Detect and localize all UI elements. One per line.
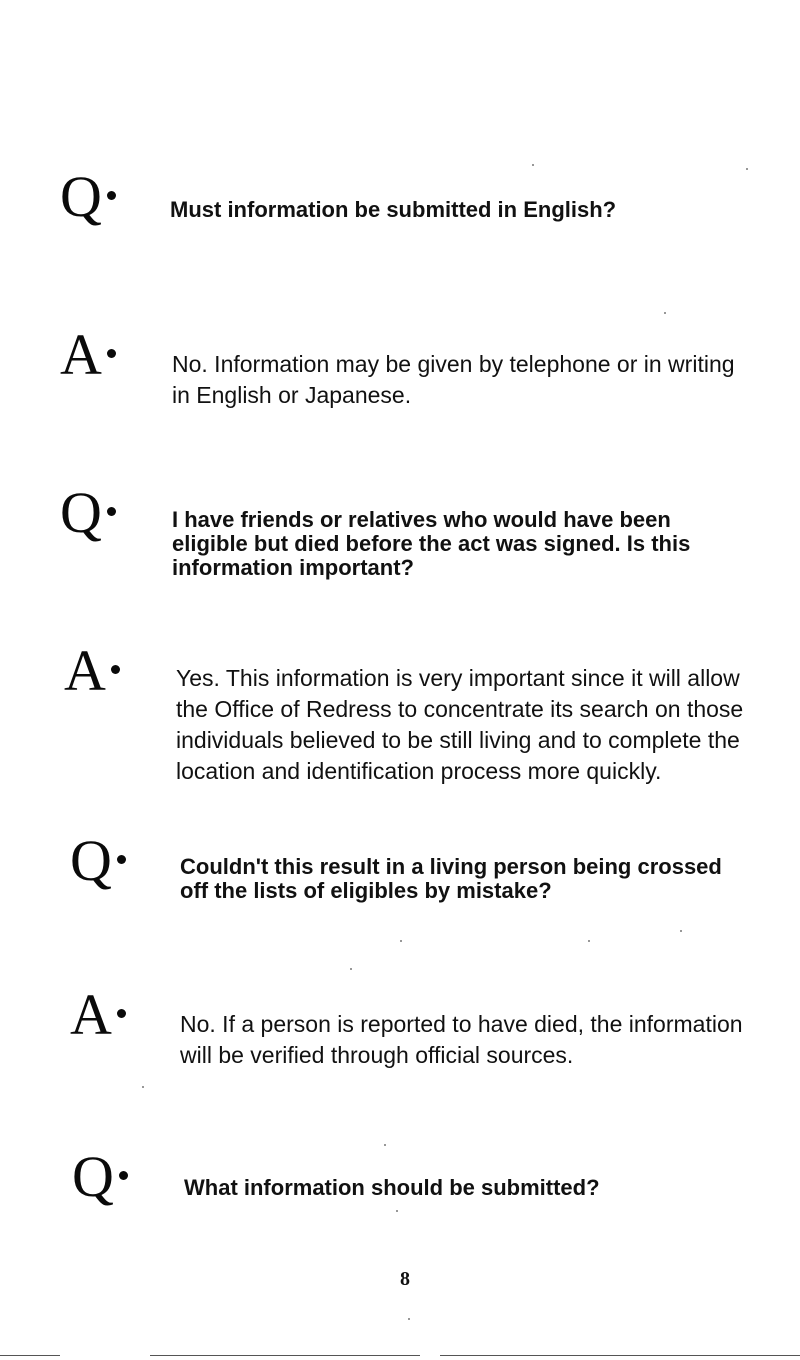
answer-marker (64, 638, 120, 703)
answer-letter: A (64, 638, 106, 703)
answer-marker (70, 982, 126, 1047)
question-marker (60, 480, 116, 545)
answer-marker (60, 322, 116, 387)
bullet-icon (107, 349, 116, 358)
bullet-icon (117, 1009, 126, 1018)
scan-speck (142, 1086, 144, 1088)
answer-text: No. If a person is reported to have died, the information will be verified through official sources. (180, 1011, 743, 1068)
page-number: 8 (400, 1268, 410, 1290)
scan-speck (400, 940, 402, 942)
answer-letter: A (60, 322, 102, 387)
bullet-icon (117, 855, 126, 864)
bullet-icon (111, 665, 120, 674)
scan-speck (664, 312, 666, 314)
answer-letter: A (70, 982, 112, 1047)
question-marker (72, 1144, 128, 1209)
bullet-icon (107, 507, 116, 516)
question-marker (60, 164, 116, 229)
bottom-rule (150, 1355, 420, 1356)
question-text: Couldn't this result in a living person being crossed off the lists of eligibles by mistake? (180, 854, 722, 903)
scan-speck (532, 164, 534, 166)
answer-text: No. Information may be given by telephone or in writing in English or Japanese. (172, 351, 735, 408)
question-text: Must information be submitted in English? (170, 197, 617, 222)
question-text: What information should be submitted? (184, 1175, 600, 1200)
bullet-icon (107, 191, 116, 200)
question-marker (70, 828, 126, 893)
bottom-rule (440, 1355, 800, 1356)
scan-speck (408, 1318, 410, 1320)
question-letter: Q (60, 480, 102, 545)
scan-speck (384, 1144, 386, 1146)
scan-speck (680, 930, 682, 932)
bullet-icon (119, 1171, 128, 1180)
scan-speck (396, 1210, 398, 1212)
question-letter: Q (72, 1144, 114, 1209)
scan-speck (588, 940, 590, 942)
scan-speck (746, 168, 748, 170)
bottom-rule (0, 1355, 60, 1356)
question-text: I have friends or relatives who would have been eligible but died before the act was signed. Is this information important? (172, 507, 691, 580)
answer-text: Yes. This information is very important since it will allow the Office of Redress to concentrate its search on those individuals believed to be still living and to complete the location and identification process more quickly. (176, 665, 744, 784)
scan-speck (350, 968, 352, 970)
question-letter: Q (70, 828, 112, 893)
question-letter: Q (60, 164, 102, 229)
